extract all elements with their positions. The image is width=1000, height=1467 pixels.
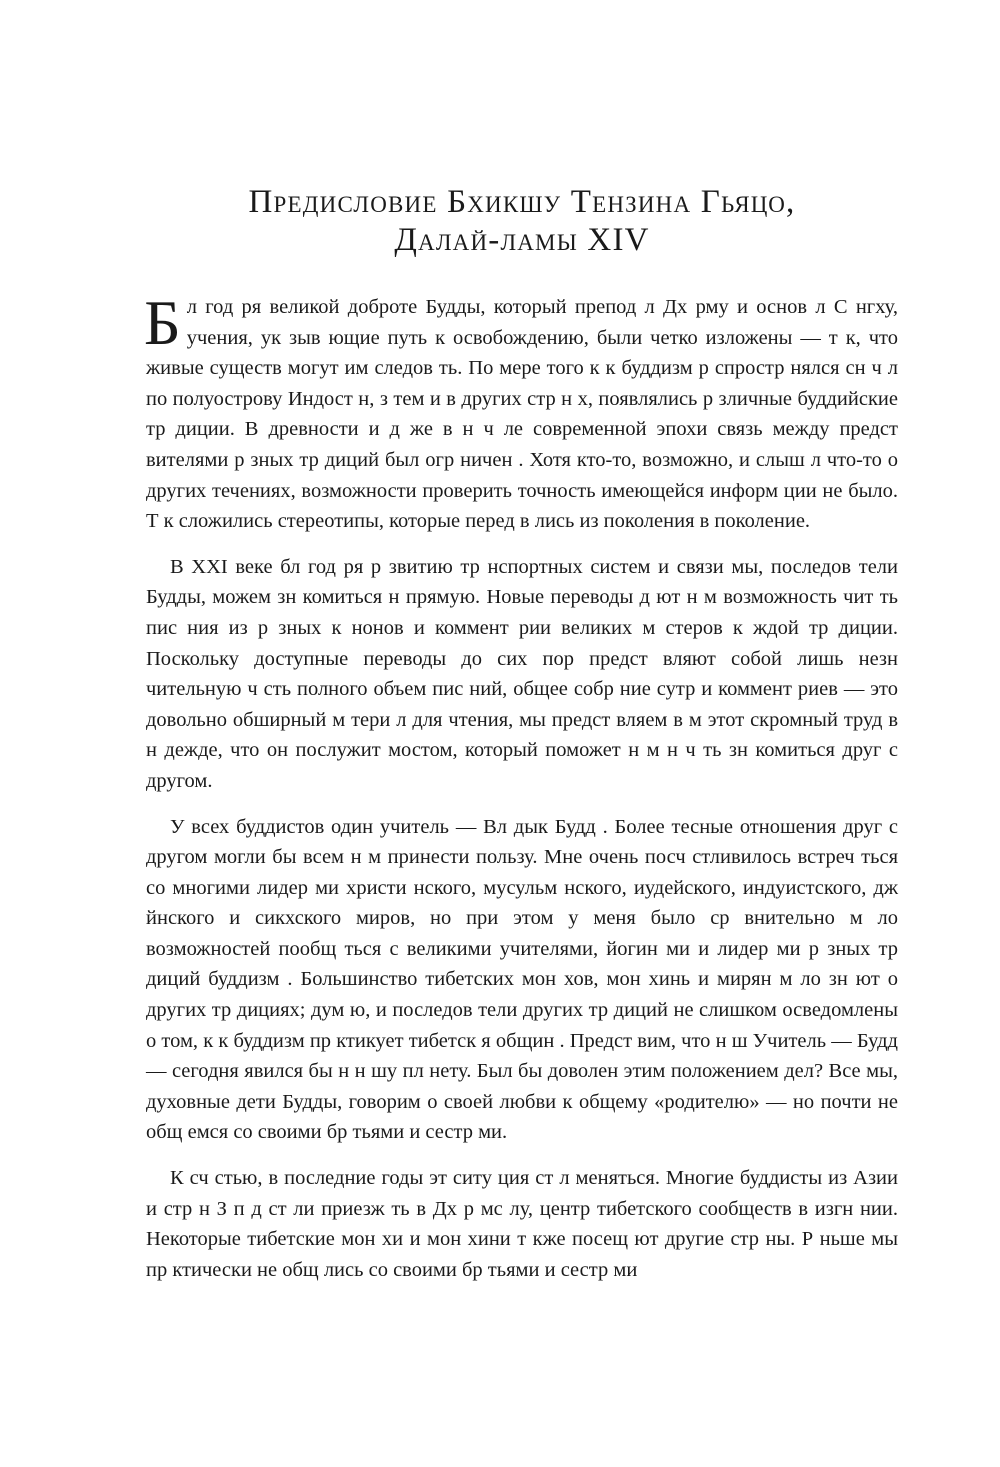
paragraph-1-text: л год ря великой доброте Будды, который препод л Дх рму и основ л С нгху, учения, ук зыв ющие путь к освобождению, были четко изложены — т к, что живые существ могут им следов ть. По мере того к к буддизм р спростр нялся сн ч л по полуострову Индост н, з тем и в других стр н х, появлялись р зличные буддийские тр диции. В древности и д же в н ч ле современной эпохи связь между предст вителями р зных тр диций был огр ничен . Хотя кто-то, возможно, и слыш л что-то о других течениях, возможности проверить точность имеющейся информ ции не было. Т к сложились стереотипы, которые перед в лись из поколения в поколение. — [146, 296, 898, 533]
paragraph-2: В XXI веке бл год ря р звитию тр нспортных систем и связи мы, последов тели Будды, можем зн комиться н прямую. Новые переводы д ют н м возможность чит ть пис ния из р зных к нонов и коммент рии великих м стеров к ждой тр диции. Поскольку доступные переводы до сих пор предст вляют собой лишь незн чительную ч сть полного объем пис ний, общее собр ние сутр и коммент риев — это довольно обширный м тери л для чтения, мы предст вляем в м этот скромный труд в н дежде, что он послужит мостом, который поможет н м н ч ть зн комиться друг с другом. — [146, 555, 898, 792]
title-line-1: Предисловие Бхикшу Тензина Гьяцо, — [248, 184, 796, 220]
title-line-2: Далай-ламы XIV — [394, 222, 650, 258]
body-text — [144, 287, 898, 1300]
paragraph-3: У всех буддистов один учитель — Вл дык Будд . Более тесные отношения друг с другом могли бы всем н м принести пользу. Мне очень посч стливилось встреч ться со многими лидер ми христи нского, мусульм нского, иудейского, индуистского, дж йнского и сикхского миров, но при этом у меня было ср внительно м ло возможностей пообщ ться с великими учителями, йогин ми и лидер ми р зных тр диций буддизм . Большинство тибетских мон хов, мон хинь и мирян м ло зн ют о других тр дициях; дум ю, и последов тели других тр диций не слишком осведомлены о том, к к буддизм пр ктикует тибетск я общин . Предст вим, что н ш Учитель — Будд — сегодня явился бы н н шу пл нету. Был бы доволен этим положением дел? Все мы, духовные дети Будды, говорим о своей любви к общему «родителю» — но почти не общ емся со своими бр тьями и сестр ми. — [146, 815, 898, 1144]
page-title — [146, 183, 898, 259]
paragraph-4: К сч стью, в последние годы эт ситу ция ст л меняться. Многие буддисты из Азии и стр н З п д ст ли приезж ть в Дх р мс лу, центр тибетского сообществ в изгн нии. Некоторые тибетские мон хи и мон хини т кже посещ ют другие стр ны. Р ньше мы пр ктически не общ лись со своими бр тьями и сестр ми — [146, 1167, 898, 1281]
paragraph-1 — [144, 287, 898, 537]
book-page — [146, 0, 898, 1467]
drop-cap: Б — [144, 287, 181, 358]
